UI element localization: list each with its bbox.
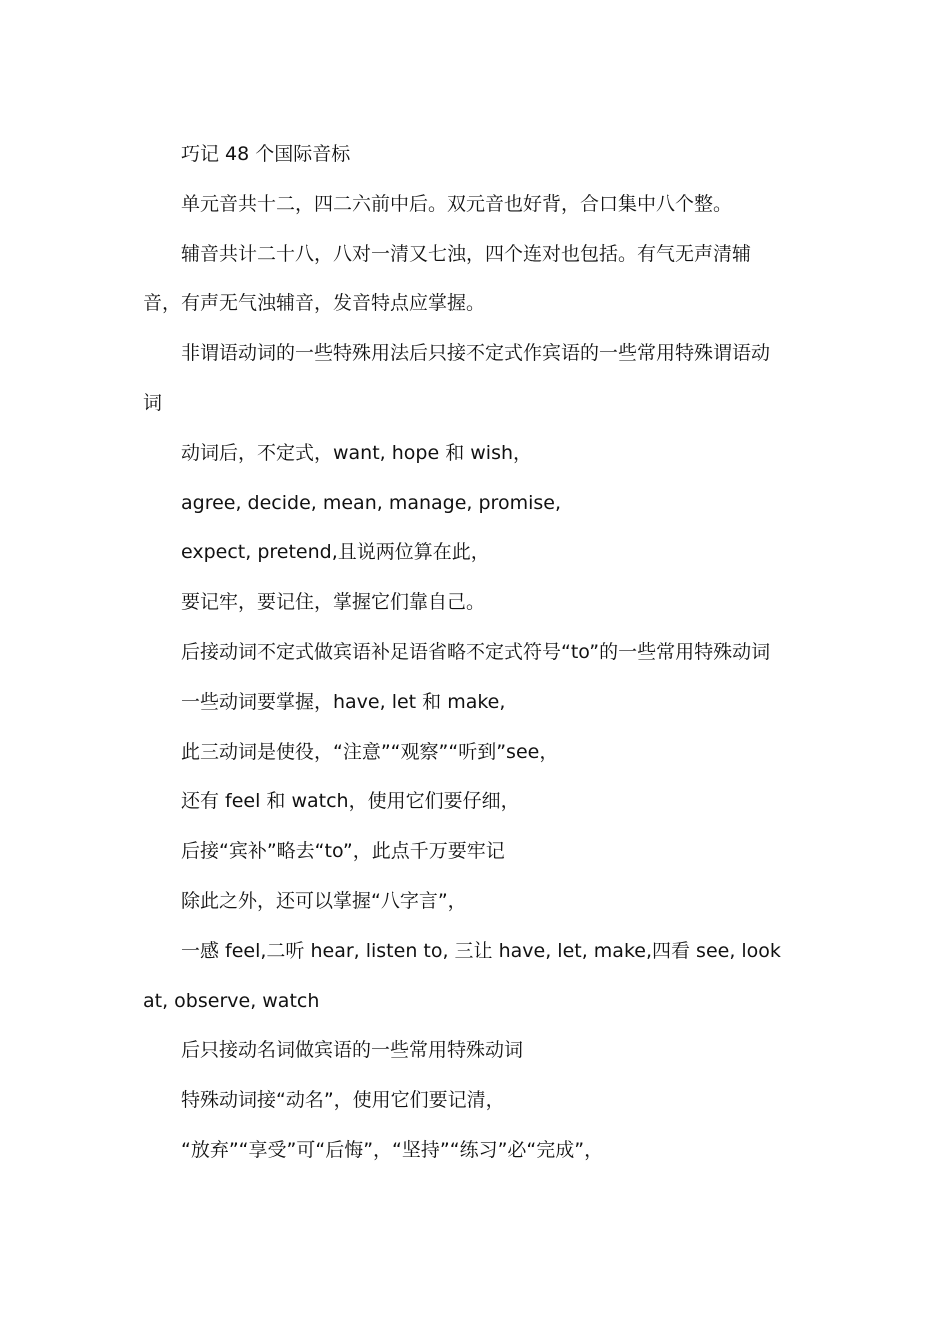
verse-line: “放弃”“享受”可“后悔”，“坚持”“练习”必“完成”， <box>181 1138 604 1161</box>
section-heading-gerund-object: 后只接动名词做宾语的一些常用特殊动词 <box>181 1039 524 1062</box>
verse-line: expect, pretend,且说两位算在此， <box>181 541 490 564</box>
document-title: 巧记 48 个国际音标 <box>181 143 351 165</box>
verse-line: agree, decide, mean, manage, promise, <box>181 491 561 514</box>
verse-line: 要记牢，要记住，掌握它们靠自己。 <box>181 591 486 614</box>
verse-line: 后接“宾补”略去“to”，此点千万要牢记 <box>181 840 505 863</box>
section-heading-bare-infinitive: 后接动词不定式做宾语补足语省略不定式符号“to”的一些常用特殊动词 <box>181 640 771 663</box>
verse-line: 一些动词要掌握，have, let 和 make, <box>181 690 506 713</box>
verse-line: 除此之外，还可以掌握“八字言”， <box>181 889 467 912</box>
verse-line: 动词后，不定式，want, hope 和 wish， <box>181 441 533 464</box>
section-heading-infinitive-object: 非谓语动词的一些特殊用法后只接不定式作宾语的一些常用特殊谓语动词 <box>143 342 771 414</box>
paragraph-consonants: 辅音共计二十八，八对一清又七浊，四个连对也包括。有气无声清辅音，有声无气浊辅音，发音特点应掌握。 <box>143 242 752 315</box>
document-body <box>143 130 783 1176</box>
verse-line: 此三动词是使役，“注意”“观察”“听到”see， <box>181 740 559 763</box>
verse-line: 还有 feel 和 watch，使用它们要仔细， <box>181 790 520 813</box>
verse-line: 一感 feel,二听 hear, listen to, 三让 have, let, make,四看 see, look at, observe, watch <box>143 939 781 1012</box>
paragraph-vowels: 单元音共十二，四二六前中后。双元音也好背，合口集中八个整。 <box>181 192 733 215</box>
verse-line: 特殊动词接“动名”，使用它们要记清， <box>181 1089 505 1112</box>
